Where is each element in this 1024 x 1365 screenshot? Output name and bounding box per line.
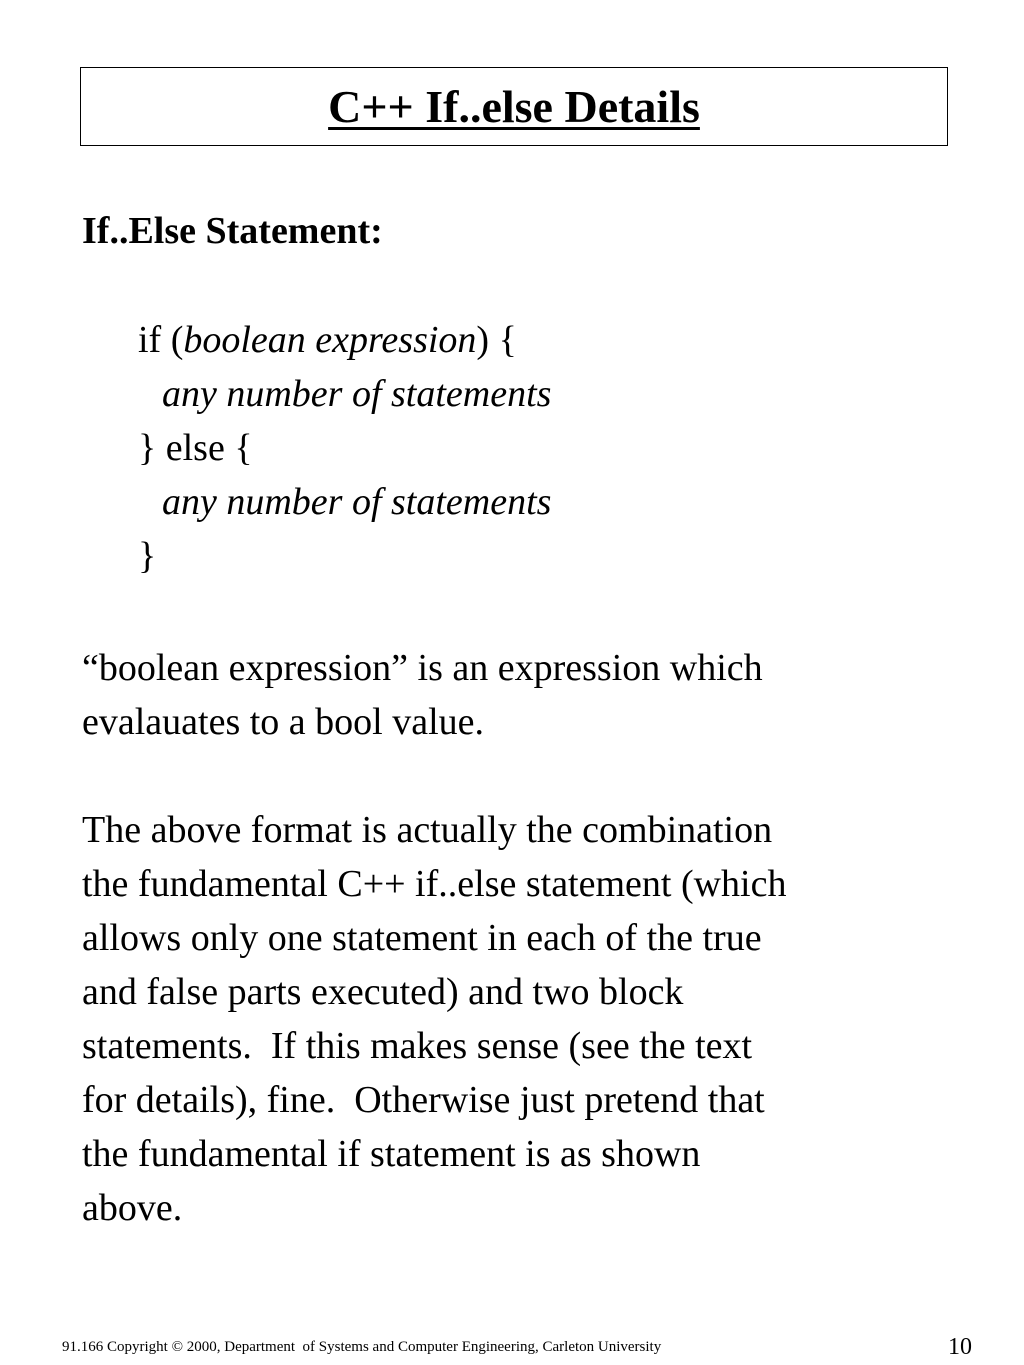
boolean-expression-paragraph	[82, 641, 942, 749]
paragraph-line: statements. If this makes sense (see the text	[82, 1025, 753, 1067]
code-syntax-block	[138, 313, 551, 583]
section-heading: If..Else Statement:	[82, 210, 383, 252]
paragraph-line: The above format is actually the combination	[82, 809, 773, 851]
paragraph-line: for details), fine. Otherwise just pretend that	[82, 1079, 765, 1121]
code-line-if	[138, 313, 551, 367]
code-line-else: } else {	[138, 427, 253, 469]
code-boolean-expression: boolean expression	[183, 319, 477, 361]
paragraph-line: above.	[82, 1187, 183, 1229]
paragraph-line: evalauates to a bool value.	[82, 701, 485, 743]
paragraph-line: “boolean expression” is an expression which	[82, 647, 763, 689]
title-box	[80, 67, 948, 146]
page-number: 10	[948, 1334, 972, 1360]
format-explanation-paragraph	[82, 803, 942, 1235]
code-line-false-body	[138, 475, 551, 529]
code-line-close: }	[138, 535, 157, 577]
paragraph-line: the fundamental C++ if..else statement (which	[82, 863, 787, 905]
slide-title: C++ If..else Details	[328, 81, 700, 132]
code-true-statements: any number of statements	[162, 373, 552, 415]
code-false-statements: any number of statements	[162, 481, 552, 523]
code-line-true-body	[138, 367, 551, 421]
paragraph-line: and false parts executed) and two block	[82, 971, 684, 1013]
copyright-footer: 91.166 Copyright © 2000, Department of Systems and Computer Engineering, Carleton University	[62, 1339, 662, 1355]
paragraph-line: the fundamental if statement is as shown	[82, 1133, 701, 1175]
code-if-prefix: if (	[138, 319, 184, 361]
paragraph-line: allows only one statement in each of the true	[82, 917, 762, 959]
code-if-suffix: ) {	[476, 319, 517, 361]
